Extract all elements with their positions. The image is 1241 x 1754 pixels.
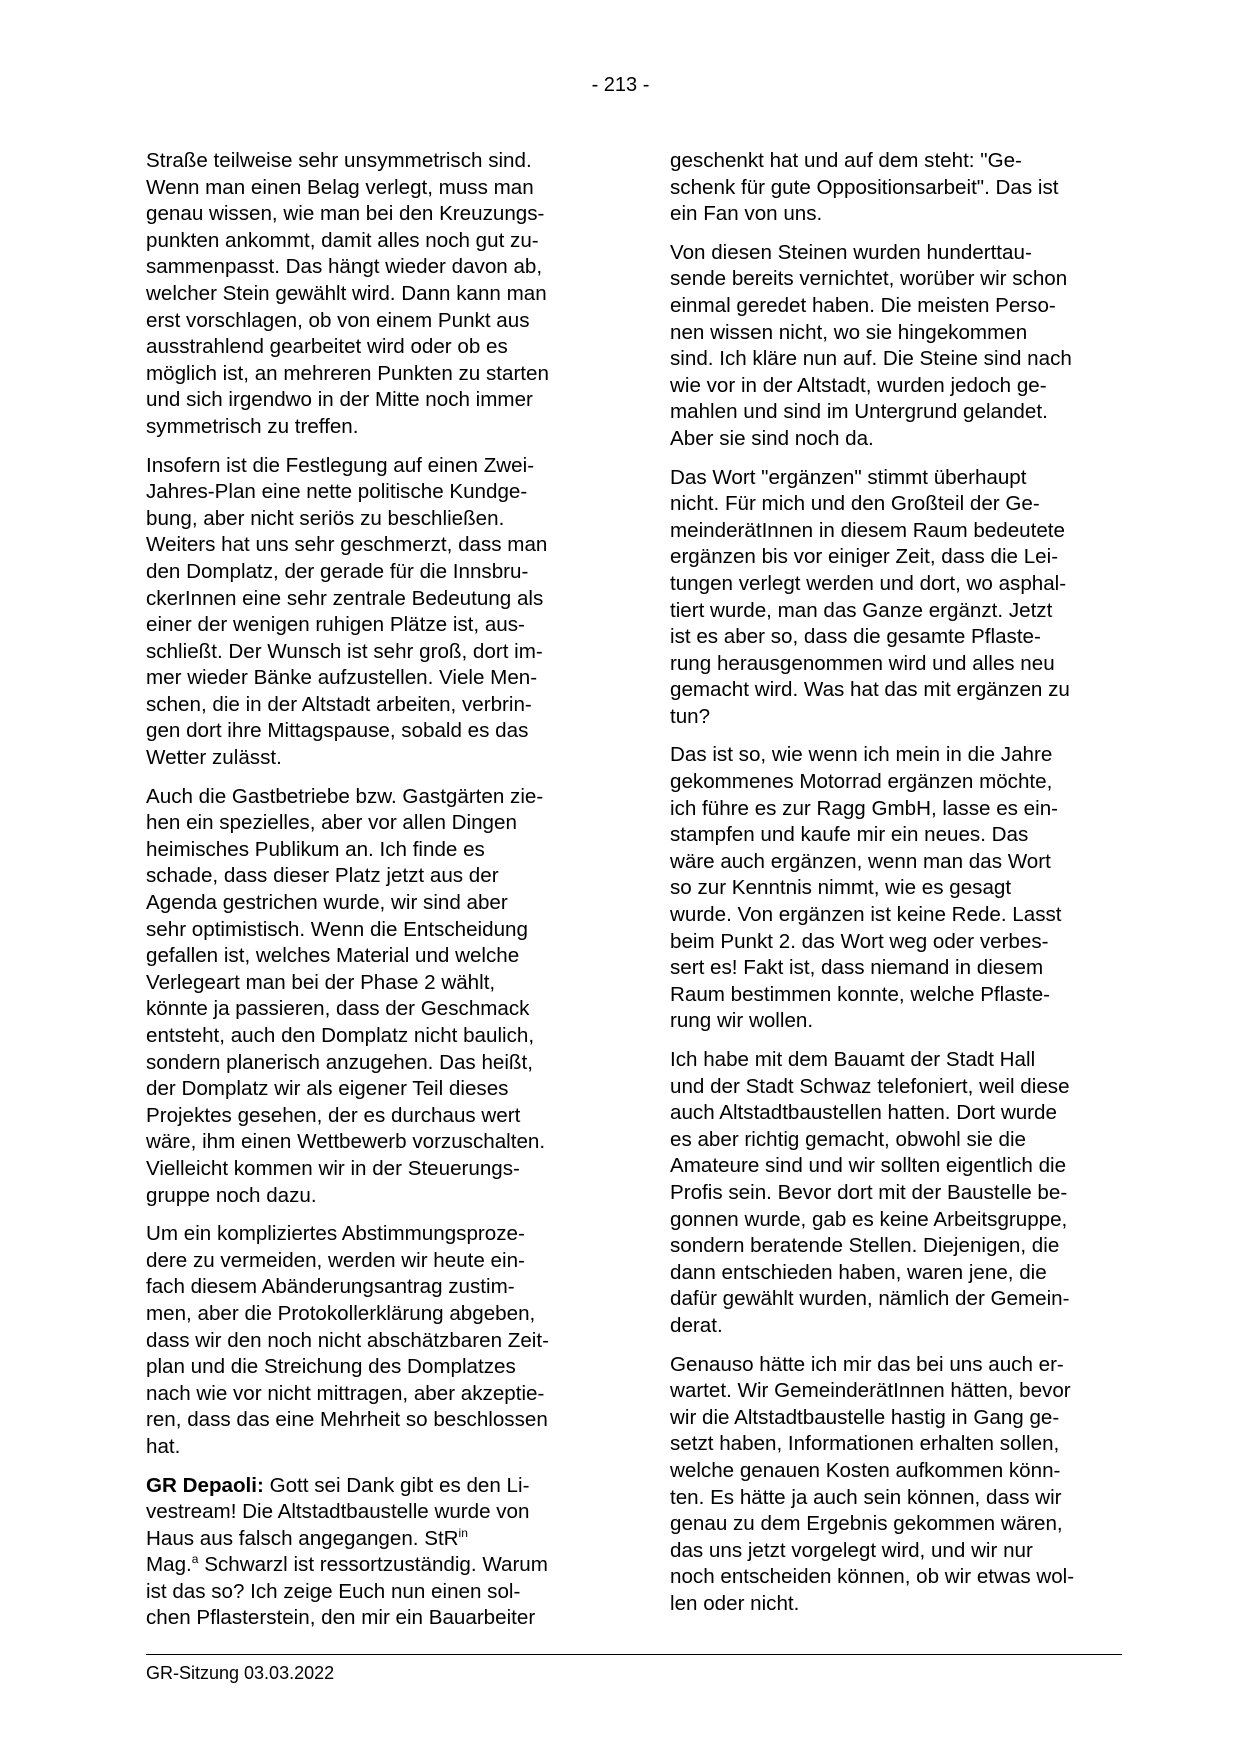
line: dere zu vermeiden, werden wir heute ein- (146, 1248, 525, 1272)
line: einmal geredet haben. Die meisten Perso- (670, 293, 1056, 317)
line: möglich ist, an mehreren Punkten zu starten (146, 361, 549, 385)
line: schließt. Der Wunsch ist sehr groß, dort im- (146, 639, 543, 663)
line: Weiters hat uns sehr geschmerzt, dass man (146, 533, 548, 557)
paragraph (670, 742, 1118, 1035)
line: tungen verlegt werden und dort, wo asphal- (670, 571, 1067, 595)
line: ckerInnen eine sehr zentrale Bedeutung als (146, 586, 544, 610)
line: ergänzen bis vor einiger Zeit, dass die Lei- (670, 545, 1059, 569)
line: Amateure sind und wir sollten eigentlich die (670, 1154, 1067, 1178)
line: es aber richtig gemacht, obwohl sie die (670, 1127, 1027, 1151)
line: wartet. Wir GemeinderätInnen hätten, bevor (670, 1379, 1071, 1403)
line: tun? (670, 704, 711, 728)
line: gemacht wird. Was hat das mit ergänzen zu (670, 678, 1070, 702)
line: schenk für gute Oppositionsarbeit". Das ist (670, 175, 1059, 199)
line: ten. Es hätte ja auch sein können, dass wir (670, 1485, 1062, 1509)
line: Genauso hätte ich mir das bei uns auch er- (670, 1352, 1064, 1376)
paragraph (670, 148, 1118, 228)
line: beim Punkt 2. das Wort weg oder verbes- (670, 929, 1049, 953)
page-number: - 213 - (591, 74, 650, 96)
line: könnte ja passieren, dass der Geschmack (146, 997, 530, 1021)
line: gekommenes Motorrad ergänzen möchte, (670, 770, 1053, 794)
line: men, aber die Protokollerklärung abgeben, (146, 1301, 536, 1325)
line: wurde. Von ergänzen ist keine Rede. Lasst (670, 903, 1062, 927)
line: Aber sie sind noch da. (670, 426, 874, 450)
line: genau zu dem Ergebnis gekommen wären, (670, 1512, 1063, 1536)
line: sehr optimistisch. Wenn die Entscheidung (146, 917, 528, 941)
line: gruppe noch dazu. (146, 1183, 317, 1207)
line: schen, die in der Altstadt arbeiten, verbrin- (146, 692, 532, 716)
line: erst vorschlagen, ob von einem Punkt aus (146, 308, 530, 332)
line: Jahres-Plan eine nette politische Kundge- (146, 480, 528, 504)
line: entsteht, auch den Domplatz nicht baulich, (146, 1024, 535, 1047)
line: nen wissen nicht, wo sie hingekommen (670, 320, 1028, 344)
line: meinderätInnen in diesem Raum bedeutete (670, 518, 1065, 542)
line: und sich irgendwo in der Mitte noch immer (146, 388, 533, 412)
speech-paragraph (146, 1473, 594, 1633)
line (146, 1552, 594, 1579)
line: Vielleicht kommen wir in der Steuerungs- (146, 1156, 520, 1180)
line: plan und die Streichung des Domplatzes (146, 1355, 516, 1379)
line: sondern planerisch anzugehen. Das heißt, (146, 1050, 533, 1074)
line: Das ist so, wie wenn ich mein in die Jahre (670, 743, 1053, 767)
line: stampfen und kaufe mir ein neues. Das (670, 823, 1029, 847)
line: chen Pflasterstein, den mir ein Bauarbeiter (146, 1606, 536, 1630)
paragraph (670, 1352, 1118, 1618)
line: den Domplatz, der gerade für die Innsbru- (146, 559, 529, 583)
line: vestream! Die Altstadtbaustelle wurde von (146, 1500, 530, 1524)
line: wir die Altstadtbaustelle hastig in Gang ge- (670, 1405, 1060, 1429)
paragraph (670, 1047, 1118, 1340)
line: einer der wenigen ruhigen Plätze ist, aus- (146, 613, 525, 637)
line: gen dort ihre Mittagspause, sobald es das (146, 719, 529, 743)
line: dass wir den noch nicht abschätzbaren Zeit- (146, 1328, 549, 1352)
line (146, 1526, 594, 1553)
line: Straße teilweise sehr unsymmetrisch sind. (146, 149, 532, 172)
line: Wetter zulässt. (146, 746, 282, 770)
line: ich führe es zur Ragg GmbH, lasse es ein- (670, 796, 1059, 820)
paragraph (146, 148, 594, 441)
line: hat. (146, 1434, 181, 1458)
line: Wenn man einen Belag verlegt, muss man (146, 175, 534, 199)
line: Raum bestimmen konnte, welche Pflaste- (670, 982, 1051, 1006)
line: sondern beratende Stellen. Diejenigen, die (670, 1234, 1060, 1258)
line: mer wieder Bänke aufzustellen. Viele Men- (146, 666, 538, 690)
line: ausstrahlend gearbeitet wird oder ob es (146, 335, 508, 359)
text-run: Schwarzl ist ressortzuständig. Warum (198, 1553, 548, 1577)
line: schade, dass dieser Platz jetzt aus der (146, 864, 499, 888)
line: noch entscheiden können, ob wir etwas wol- (670, 1565, 1075, 1589)
line: das uns jetzt vorgelegt wird, und wir nur (670, 1538, 1033, 1562)
paragraph (146, 784, 594, 1210)
text-run: Gott sei Dank gibt es den Li- (263, 1473, 530, 1497)
line: ren, dass das eine Mehrheit so beschlossen (146, 1408, 548, 1432)
line: ist das so? Ich zeige Euch nun einen sol- (146, 1579, 521, 1603)
paragraph (670, 240, 1118, 453)
line: nicht. Für mich und den Großteil der Ge- (670, 492, 1040, 516)
line: hen ein spezielles, aber vor allen Dingen (146, 811, 517, 835)
line: genau wissen, wie man bei den Kreuzungs- (146, 202, 545, 226)
superscript: a (191, 1552, 199, 1567)
line: ein Fan von uns. (670, 202, 823, 226)
footer-divider (146, 1654, 1122, 1655)
line: dafür gewählt wurden, nämlich der Gemein- (670, 1287, 1070, 1311)
line: so zur Kenntnis nimmt, wie es gesagt (670, 876, 1012, 900)
left-column (146, 148, 594, 1644)
right-column (670, 148, 1118, 1629)
line: Agenda gestrichen wurde, wir sind aber (146, 891, 508, 915)
line: sende bereits vernichtet, worüber wir schon (670, 267, 1068, 291)
line: Profis sein. Bevor dort mit der Baustelle be- (670, 1180, 1068, 1204)
line: Von diesen Steinen wurden hunderttau- (670, 240, 1032, 264)
speaker-name: GR Depaoli: (146, 1473, 264, 1497)
line: heimisches Publikum an. Ich finde es (146, 837, 485, 861)
text-run: Mag. (146, 1553, 192, 1577)
line: sert es! Fakt ist, dass niemand in diesem (670, 956, 1044, 980)
line: derat. (670, 1313, 723, 1337)
line: auch Altstadtbaustellen hatten. Dort wurde (670, 1101, 1057, 1125)
superscript: in (458, 1525, 468, 1540)
line: und der Stadt Schwaz telefoniert, weil diese (670, 1074, 1070, 1098)
footer-session-date: GR-Sitzung 03.03.2022 (146, 1663, 335, 1683)
line: punkten ankommt, damit alles noch gut zu- (146, 228, 539, 252)
line: welche genauen Kosten aufkommen könn- (670, 1458, 1061, 1482)
paragraph (146, 1221, 594, 1460)
line: Ich habe mit dem Bauamt der Stadt Hall (670, 1048, 1036, 1071)
line: mahlen und sind im Untergrund gelandet. (670, 400, 1048, 424)
line: Um ein kompliziertes Abstimmungsproze- (146, 1222, 525, 1246)
line: Insofern ist die Festlegung auf einen Zwei- (146, 453, 535, 477)
line: Verlegeart man bei der Phase 2 wählt, (146, 970, 496, 994)
line: wäre auch ergänzen, wenn man das Wort (670, 849, 1051, 873)
line: len oder nicht. (670, 1591, 800, 1615)
line: Auch die Gastbetriebe bzw. Gastgärten zie- (146, 784, 544, 808)
paragraph (146, 453, 594, 772)
line: der Domplatz wir als eigener Teil dieses (146, 1077, 509, 1101)
line: wäre, ihm einen Wettbewerb vorzuschalten. (146, 1130, 546, 1154)
line: symmetrisch zu treffen. (146, 414, 359, 438)
line: rung herausgenommen wird und alles neu (670, 651, 1055, 675)
line: Das Wort "ergänzen" stimmt überhaupt (670, 465, 1027, 489)
line (146, 1473, 594, 1500)
line: geschenkt hat und auf dem steht: "Ge- (670, 149, 1022, 172)
line: nach wie vor nicht mittragen, aber akzeptie- (146, 1381, 545, 1405)
line: wie vor in der Altstadt, wurden jedoch ge- (670, 373, 1047, 397)
line: Projektes gesehen, der es durchaus wert (146, 1103, 521, 1127)
paragraph (670, 465, 1118, 731)
line: welcher Stein gewählt wird. Dann kann man (146, 281, 547, 305)
line: gonnen wurde, gab es keine Arbeitsgruppe, (670, 1207, 1068, 1231)
line: fach diesem Abänderungsantrag zustim- (146, 1275, 515, 1299)
text-run: Haus aus falsch angegangen. StR (146, 1526, 459, 1550)
line: dann entschieden haben, waren jene, die (670, 1260, 1047, 1284)
line: setzt haben, Informationen erhalten sollen, (670, 1432, 1060, 1456)
line: sammenpasst. Das hängt wieder davon ab, (146, 255, 543, 279)
line: gefallen ist, welches Material und welche (146, 944, 520, 968)
line: rung wir wollen. (670, 1009, 814, 1033)
line: tiert wurde, man das Ganze ergänzt. Jetzt (670, 598, 1053, 622)
line: sind. Ich kläre nun auf. Die Steine sind nach (670, 347, 1072, 371)
line: bung, aber nicht seriös zu beschließen. (146, 506, 505, 530)
line: ist es aber so, dass die gesamte Pflaste- (670, 625, 1041, 649)
